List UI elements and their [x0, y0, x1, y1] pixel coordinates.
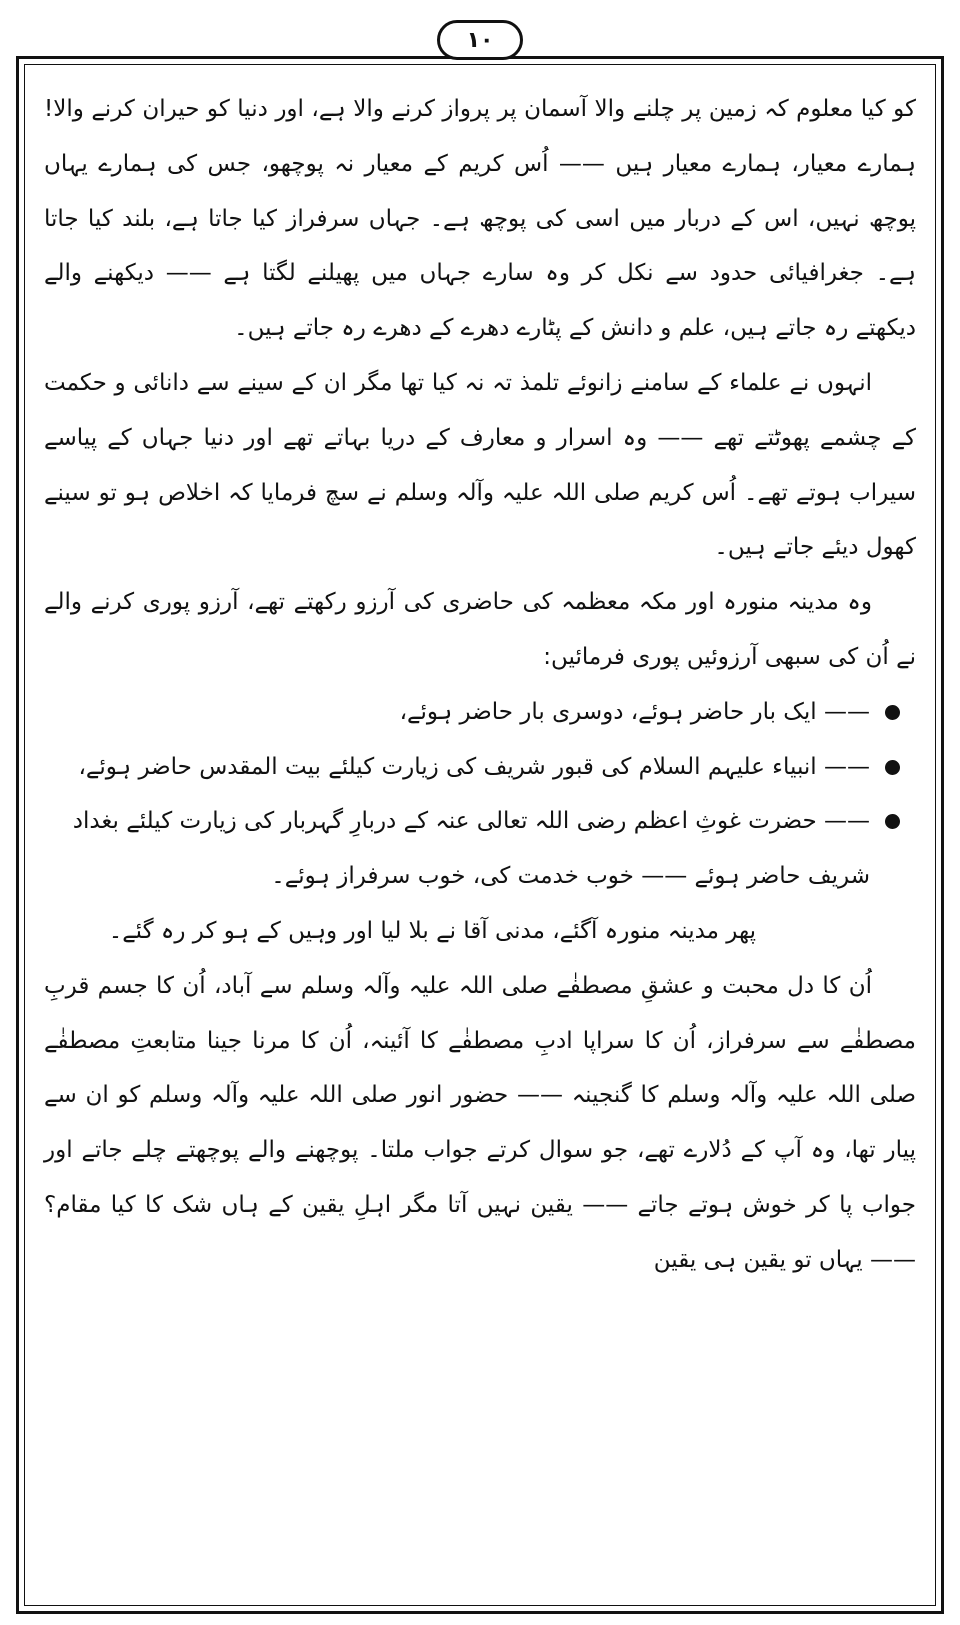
page-body [44, 82, 916, 1288]
bullet-icon [885, 760, 900, 775]
page-number: ۱۰ [437, 20, 523, 60]
list-item-text: —— ایک بار حاضر ہوئے، دوسری بار حاضر ہوئے، [399, 698, 870, 725]
list-item-text: —— حضرت غوثِ اعظم رضی اللہ تعالی عنہ کے دربارِ گہربار کی زیارت کیلئے بغداد شریف حاضر ہوئے —— خوب خدمت کی، خوب سرفراز ہوئے۔ [72, 808, 870, 890]
paragraph-5: اُن کا دل محبت و عشقِ مصطفٰے صلی اللہ علیہ وآلہ وسلم سے آباد، اُن کا جسم قربِ مصطفٰے سے سرفراز، اُن کا سراپا ادبِ مصطفٰے کا آئینہ، اُن کا مرنا جینا متابعتِ مصطفٰے صلی اللہ علیہ وآلہ وسلم کا گنجینہ —— حضور انور صلی اللہ علیہ وآلہ وسلم کو ان سے پیار تھا، وہ آپ کے دُلارے تھے، جو سوال کرتے جواب ملتا۔ پوچھنے والے پوچھتے چلے جاتے اور جواب پا کر خوش ہوتے جاتے —— یقین نہیں آتا مگر اہلِ یقین کے ہاں شک کا کیا مقام؟ —— یہاں تو یقین ہی یقین [44, 972, 916, 1273]
paragraph-4: پھر مدینہ منورہ آگئے، مدنی آقا نے بلا لیا اور وہیں کے ہو کر رہ گئے۔ [108, 917, 756, 944]
list-item [44, 685, 900, 740]
paragraph-1: کو کیا معلوم کہ زمین پر چلنے والا آسمان پر پرواز کرنے والا ہے، اور دنیا کو حیران کرنے والا! ہمارے معیار، ہمارے معیار ہیں —— اُس کریم کے معیار نہ پوچھو، جس کی ہمارے یہاں پوچھ نہیں، اس کے دربار میں اسی کی پوچھ ہے۔ جہاں سرفراز کیا جاتا ہے، بلند کیا جاتا ہے۔ جغرافیائی حدود سے نکل کر وہ سارے جہاں میں پھیلنے لگتا ہے —— دیکھنے والے دیکھتے رہ جاتے ہیں، علم و دانش کے پٹارے دھرے کے دھرے رہ جاتے ہیں۔ [44, 96, 916, 342]
bullet-icon [885, 814, 900, 829]
list-item-text: —— انبیاء علیہم السلام کی قبور شریف کی زیارت کیلئے بیت المقدس حاضر ہوئے، [78, 753, 870, 780]
bullet-icon [885, 705, 900, 720]
paragraph-2: انہوں نے علماء کے سامنے زانوئے تلمذ تہ نہ کیا تھا مگر ان کے سینے سے دانائی و حکمت کے چشمے پھوٹتے تھے —— وہ اسرار و معارف کے دریا بہاتے تھے اور دنیا جہاں کے پیاسے سیراب ہوتے تھے۔ اُس کریم صلی اللہ علیہ وآلہ وسلم نے سچ فرمایا کہ اخلاص ہو تو سینے کھول دیئے جاتے ہیں۔ [44, 369, 916, 561]
visits-list [44, 685, 916, 904]
list-item [44, 794, 900, 904]
paragraph-3: وہ مدینہ منورہ اور مکہ معظمہ کی حاضری کی آرزو رکھتے تھے، آرزو پوری کرنے والے نے اُن کی سبھی آرزوئیں پوری فرمائیں: [44, 589, 916, 670]
list-item [44, 740, 900, 795]
